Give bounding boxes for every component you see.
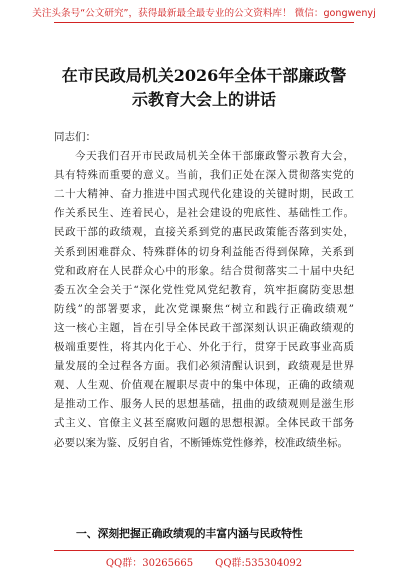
title-line: 在市民政局机关2026年全体干部廉政警 xyxy=(61,66,347,85)
paragraph-line: 极端重要性，将其内化于心、外化于行，贯穿于民政事业高质 xyxy=(54,341,354,354)
paragraph-line: 是推动工作、服务人民的思想基础，扭曲的政绩观则是滋生形 xyxy=(54,398,354,411)
paragraph-line: 式主义、官僚主义甚至腐败问题的思想根源。全体民政干部务 xyxy=(54,417,354,430)
document-title xyxy=(44,64,364,112)
footer-qq-group-2: QQ群:535304092 xyxy=(215,558,303,569)
paragraph-line: 具有特殊而重要的意义。当前，我们正处在深入贯彻落实党的 xyxy=(54,169,354,182)
paragraph-line: 这一核心主题，旨在引导全体民政干部深刻认识正确政绩观的 xyxy=(54,321,354,334)
paragraph-line: 二十大精神、奋力推进中国式现代化建设的关键时期，民政工 xyxy=(54,188,354,201)
paragraph-line: 今天我们召开市民政局机关全体干部廉政警示教育大会， xyxy=(75,150,354,163)
footer-divider xyxy=(54,550,354,551)
paragraph-line: 观、人生观、价值观在履职尽责中的集中体现，正确的政绩观 xyxy=(54,379,354,392)
title-line: 示教育大会上的讲话 xyxy=(131,90,276,109)
paragraph-line: 作关系民生、连着民心，是社会建设的兜底性、基础性工作。 xyxy=(54,207,354,220)
footer-qq-group-1: QQ群：30265665 xyxy=(105,558,194,569)
header-banner: 关注头条号“公文研究”，获得最新最全最专业的公文资料库！ 微信：gongwenyj xyxy=(32,8,376,19)
paragraph-line: 民政干部的政绩观，直接关系到党的惠民政策能否落到实处， xyxy=(54,226,354,239)
section-heading: 一、深刻把握正确政绩观的丰富内涵与民政特性 xyxy=(76,527,303,540)
paragraph-line: 防线”的部署要求，此次党课聚焦“树立和践行正确政绩观” xyxy=(54,302,354,315)
body-text xyxy=(54,128,354,453)
paragraph-line: 必要以案为鉴、反躬自省，不断锤炼党性修养，校准政绩坐标。 xyxy=(54,436,348,449)
salutation: 同志们： xyxy=(54,131,96,143)
paragraph-line: 关系到困难群众、特殊群体的切身利益能否得到保障，关系到 xyxy=(54,245,354,258)
paragraph-line: 委五次全会关于“深化党性党风党纪教育，筑牢拒腐防变思想 xyxy=(54,283,354,296)
footer xyxy=(0,558,408,570)
paragraph-line: 量发展的全过程各方面。我们必须清醒认识到，政绩观是世界 xyxy=(54,360,354,373)
paragraph-line: 党和政府在人民群众心中的形象。结合贯彻落实二十届中央纪 xyxy=(54,264,354,277)
header-divider xyxy=(54,22,354,23)
